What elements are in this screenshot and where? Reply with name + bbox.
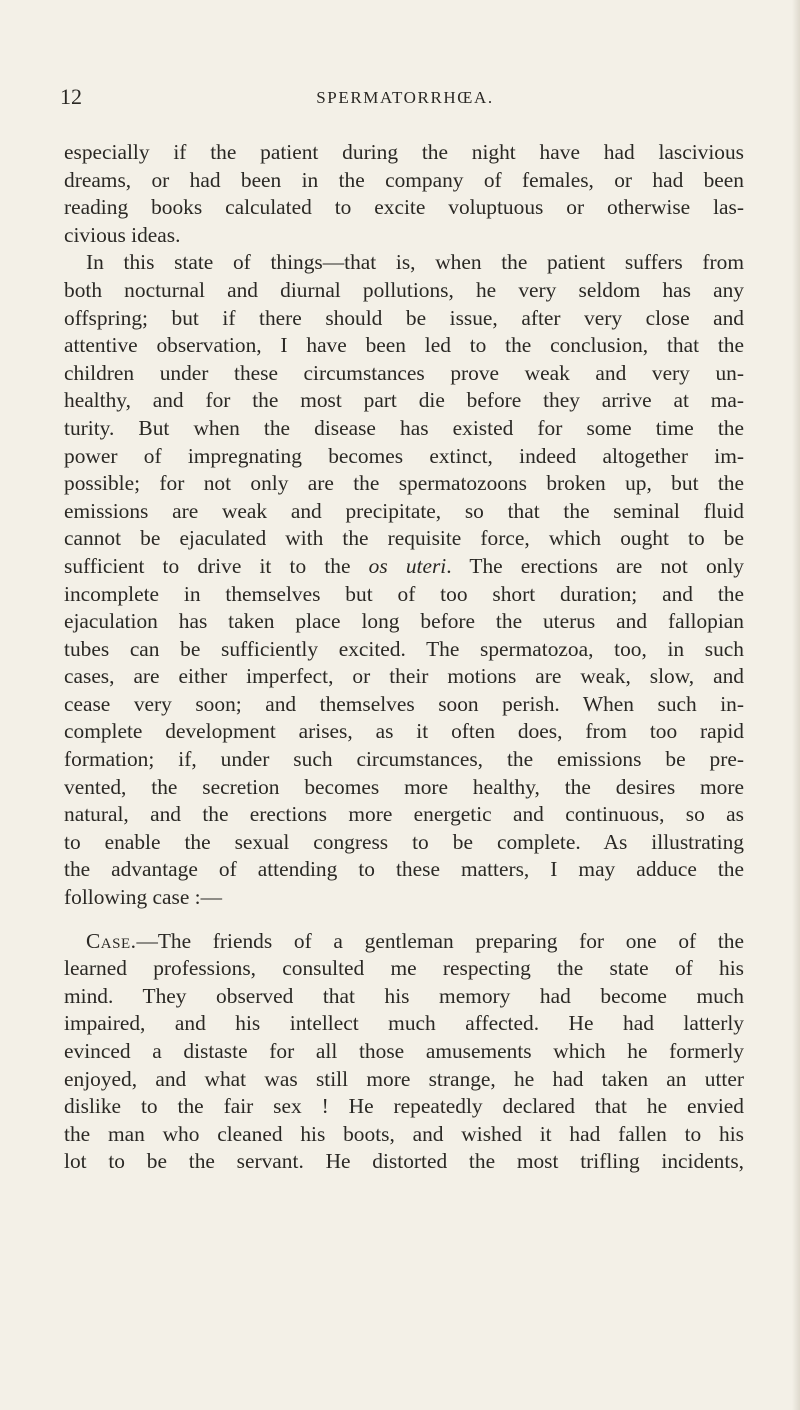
- text-line: especially if the patient during the night have had lascivious: [64, 140, 744, 164]
- text-line: natural, and the erections more energetic and continuous, so as: [64, 802, 744, 827]
- text-line: learned professions, consulted me respecting the state of his: [64, 956, 744, 981]
- running-title: SPERMATORRHŒA.: [316, 88, 494, 107]
- text-line: mind. They observed that his memory had become much: [64, 983, 744, 1008]
- text-line: to enable the sexual congress to be complete. As illustrating: [64, 829, 744, 854]
- paragraph-pollutions: [64, 249, 744, 911]
- text-line: offspring; but if there should be issue, after very close and: [64, 305, 744, 330]
- text-line: turity. But when the disease has existed for some time the: [64, 415, 744, 440]
- italic-term: os uteri: [368, 553, 447, 578]
- case-label: Case.: [86, 928, 137, 953]
- text-line: formation; if, under such circumstances, the emissions be pre-: [64, 747, 744, 772]
- text-line: dreams, or had been in the company of females, or had been: [64, 167, 744, 192]
- text-line: lot to be the servant. He distorted the most trifling incidents,: [64, 1149, 744, 1174]
- text-line: civious ideas.: [64, 222, 181, 247]
- text-line: enjoyed, and what was still more strange, he had taken an utter: [64, 1066, 744, 1091]
- text-line: reading books calculated to excite voluptuous or otherwise las-: [64, 195, 744, 220]
- text-line: [64, 928, 744, 956]
- text-line: ejaculation has taken place long before the uterus and fallopian: [64, 609, 744, 634]
- text-line: the advantage of attending to these matters, I may adduce the: [64, 857, 744, 882]
- text-line: complete development arises, as it often does, from too rapid: [64, 719, 744, 744]
- paragraph-continuation: [64, 139, 744, 249]
- text-line: children under these circumstances prove weak and very un-: [64, 360, 744, 385]
- page-number: 12: [60, 84, 82, 109]
- page-edge-shadow: [792, 0, 800, 1410]
- text-line: tubes can be sufficiently excited. The spermatozoa, too, in such: [64, 636, 744, 661]
- text-line: impaired, and his intellect much affected. He had latterly: [64, 1011, 744, 1036]
- text-line: cease very soon; and themselves soon perish. When such in-: [64, 691, 744, 716]
- text-line: emissions are weak and precipitate, so that the seminal fluid: [64, 498, 744, 523]
- text-line: incomplete in themselves but of too short duration; and the: [64, 581, 744, 606]
- body-text: [64, 139, 744, 1176]
- text-line: cases, are either imperfect, or their motions are weak, slow, and: [64, 664, 744, 689]
- text-line: the man who cleaned his boots, and wished it had fallen to his: [64, 1121, 744, 1146]
- text-line: attentive observation, I have been led to the conclusion, that the: [64, 333, 744, 358]
- text-line: dislike to the fair sex ! He repeatedly declared that he envied: [64, 1094, 744, 1119]
- text-line: following case :—: [64, 885, 223, 910]
- text-line: healthy, and for the most part die before they arrive at ma-: [64, 388, 744, 413]
- text-fragment: —The friends of a gentleman preparing for one of the: [136, 928, 744, 953]
- text-line-os-uteri: sufficient to drive it to the os uteri. The erections are not only: [64, 553, 744, 578]
- text-line: vented, the secretion becomes more healthy, the desires more: [64, 774, 744, 799]
- text-line: cannot be ejaculated with the requisite force, which ought to be: [64, 526, 744, 551]
- running-head: [60, 84, 750, 114]
- text-line: evinced a distaste for all those amusements which he formerly: [64, 1039, 744, 1063]
- paragraph-case: [64, 928, 744, 1176]
- text-line: power of impregnating becomes extinct, indeed altogether im-: [64, 443, 744, 468]
- text-line: In this state of things—that is, when the patient suffers from: [86, 250, 744, 275]
- text-line: possible; for not only are the spermatozoons broken up, but the: [64, 471, 744, 496]
- text-line: both nocturnal and diurnal pollutions, he very seldom has any: [64, 277, 744, 302]
